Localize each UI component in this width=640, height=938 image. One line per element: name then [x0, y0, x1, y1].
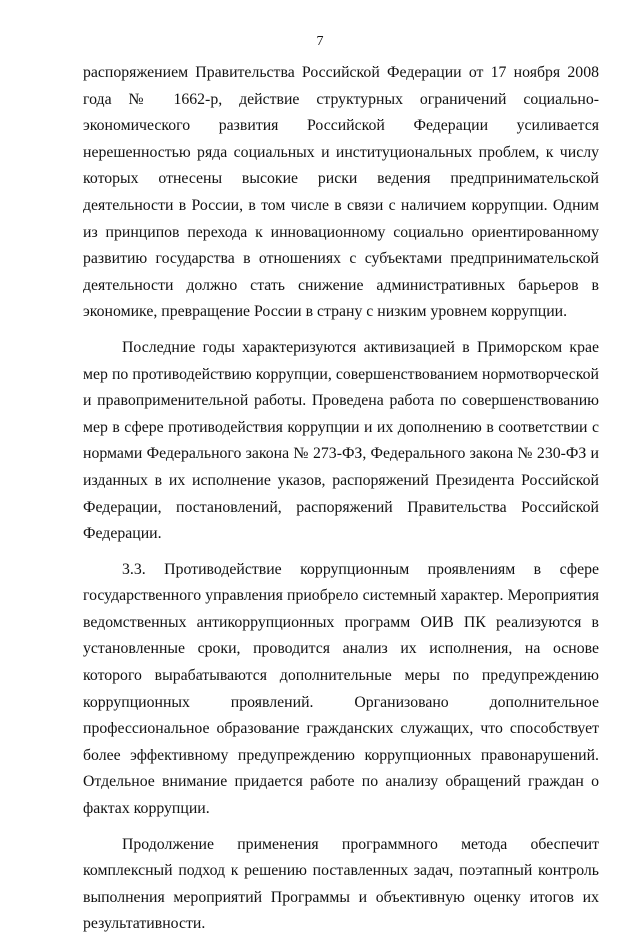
paragraph-section-3-3: 3.3. Противодействие коррупционным проявлениям в сфере государственного управления приобрело системный характер. Мероприятия ведомственных антикоррупционных программ ОИВ ПК реализуются в установленные сроки, проводится анализ их исполнения, на основе которого вырабатываются дополнительные меры по предупреждению коррупционных проявлений. Организовано дополнительное профессиональное образование гражданских служащих, что способствует более эффективному предупреждению коррупционных правонарушений. Отдельное внимание придается работе по анализу обращений граждан о фактах коррупции. [83, 560, 599, 818]
page-number: 7 [316, 34, 324, 49]
paragraph-program-method: Продолжение применения программного метода обеспечит комплексный подход к решению поставленных задач, поэтапный контроль выполнения мероприятий Программы и объективную оценку итогов их результативности. [83, 835, 599, 933]
paragraph-continuation: распоряжением Правительства Российской Федерации от 17 ноября 2008 года № 1662-р, действие структурных ограничений социально-экономического развития Российской Федерации усиливается нерешенностью ряда социальных и институциональных проблем, к числу которых отнесены высокие риски ведения предпринимательской деятельности в России, в том числе в связи с наличием коррупции. Одним из принципов перехода к инновационному социально ориентированному развитию государства в отношениях с субъектами предпринимательской деятельности должно стать снижение административных барьеров в экономике, превращение России в страну с низким уровнем коррупции. [83, 64, 599, 321]
document-body [83, 60, 599, 938]
paragraph-anticorruption-measures: Последние годы характеризуются активизацией в Приморском крае мер по противодействию коррупции, совершенствованием нормотворческой и правоприменительной работы. Проведена работа по совершенствованию мер в сфере противодействия коррупции и их дополнению в соответствии с нормами Федерального закона № 273-ФЗ, Федерального закона № 230-ФЗ и изданных в их исполнение указов, распоряжений Президента Российской Федерации, постановлений, распоряжений Правительства Российской Федерации. [83, 338, 599, 543]
